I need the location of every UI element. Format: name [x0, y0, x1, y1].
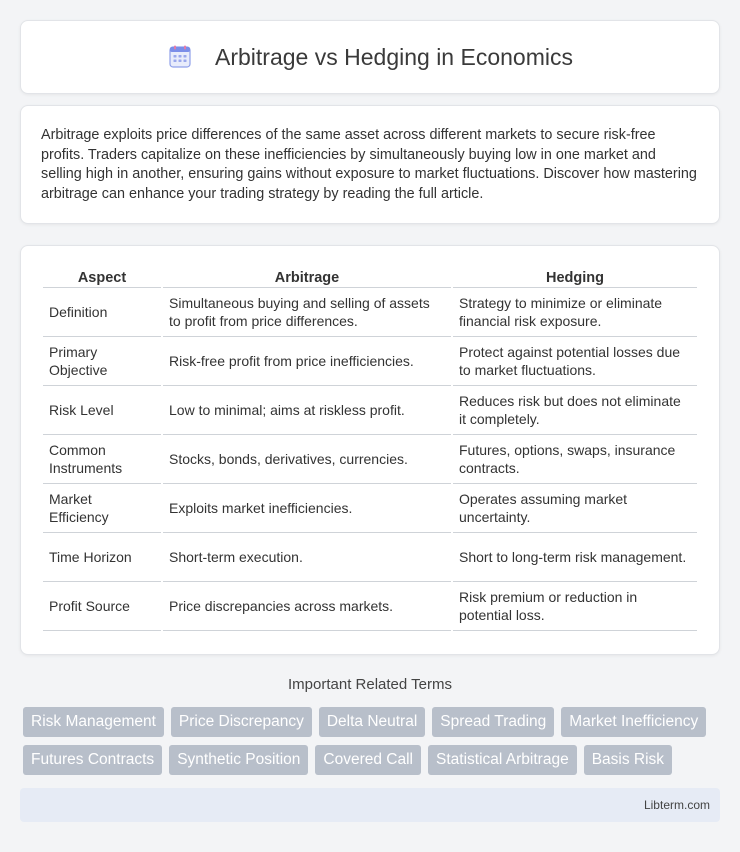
term-tag[interactable]: Spread Trading [432, 707, 554, 737]
page-title: Arbitrage vs Hedging in Economics [215, 43, 573, 70]
table-row [43, 435, 697, 484]
table-row [43, 582, 697, 631]
header-arbitrage: Arbitrage [163, 264, 451, 288]
cell-arbitrage: Simultaneous buying and selling of assets to profit from price differences. [163, 288, 451, 337]
term-tag[interactable]: Basis Risk [584, 745, 672, 775]
cell-arbitrage: Price discrepancies across markets. [163, 582, 451, 631]
term-tag[interactable]: Delta Neutral [319, 707, 425, 737]
term-tag[interactable]: Statistical Arbitrage [428, 745, 577, 775]
cell-arbitrage: Short-term execution. [163, 533, 451, 582]
cell-aspect: Common Instruments [43, 435, 161, 484]
cell-arbitrage: Risk-free profit from price inefficiencies. [163, 337, 451, 386]
term-tag[interactable]: Market Inefficiency [561, 707, 706, 737]
table-header-row [43, 264, 697, 288]
cell-aspect: Market Efficiency [43, 484, 161, 533]
footer-site-link[interactable]: Libterm.com [643, 798, 710, 812]
cell-aspect: Primary Objective [43, 337, 161, 386]
cell-arbitrage: Low to minimal; aims at riskless profit. [163, 386, 451, 435]
footer [20, 788, 720, 822]
cell-aspect: Profit Source [43, 582, 161, 631]
cell-hedging: Protect against potential losses due to market fluctuations. [453, 337, 697, 386]
term-tag[interactable]: Covered Call [315, 745, 421, 775]
cell-arbitrage: Exploits market inefficiencies. [163, 484, 451, 533]
cell-hedging: Operates assuming market uncertainty. [453, 484, 697, 533]
table-row [43, 288, 697, 337]
term-tag[interactable]: Futures Contracts [23, 745, 162, 775]
term-row [23, 745, 723, 775]
table-row [43, 533, 697, 582]
calendar-icon [167, 44, 193, 70]
table-row [43, 337, 697, 386]
cell-aspect: Definition [43, 288, 161, 337]
comparison-card [20, 245, 720, 655]
intro-paragraph: Arbitrage exploits price differences of the same asset across different markets to secure risk-free profits. Traders capitalize on these inefficiencies by simultaneously buying low in one market and selling high in another, ensuring gains without exposure to market fluctuations. Discover how mastering arbitrage can enhance your trading strategy by reading the full article. [41, 127, 697, 202]
intro-card [20, 105, 720, 224]
cell-aspect: Risk Level [43, 386, 161, 435]
cell-hedging: Risk premium or reduction in potential loss. [453, 582, 697, 631]
term-tag[interactable]: Synthetic Position [169, 745, 308, 775]
term-row [23, 707, 723, 737]
related-terms [23, 707, 723, 783]
cell-hedging: Futures, options, swaps, insurance contracts. [453, 435, 697, 484]
cell-arbitrage: Stocks, bonds, derivatives, currencies. [163, 435, 451, 484]
related-terms-heading: Important Related Terms [288, 676, 452, 693]
cell-hedging: Reduces risk but does not eliminate it completely. [453, 386, 697, 435]
table-row [43, 484, 697, 533]
header-hedging: Hedging [453, 264, 697, 288]
term-tag[interactable]: Risk Management [23, 707, 164, 737]
title-card [20, 20, 720, 94]
term-tag[interactable]: Price Discrepancy [171, 707, 312, 737]
cell-hedging: Strategy to minimize or eliminate financial risk exposure. [453, 288, 697, 337]
cell-aspect: Time Horizon [43, 533, 161, 582]
table-row [43, 386, 697, 435]
cell-hedging: Short to long-term risk management. [453, 533, 697, 582]
comparison-table [41, 264, 699, 631]
header-aspect: Aspect [43, 264, 161, 288]
